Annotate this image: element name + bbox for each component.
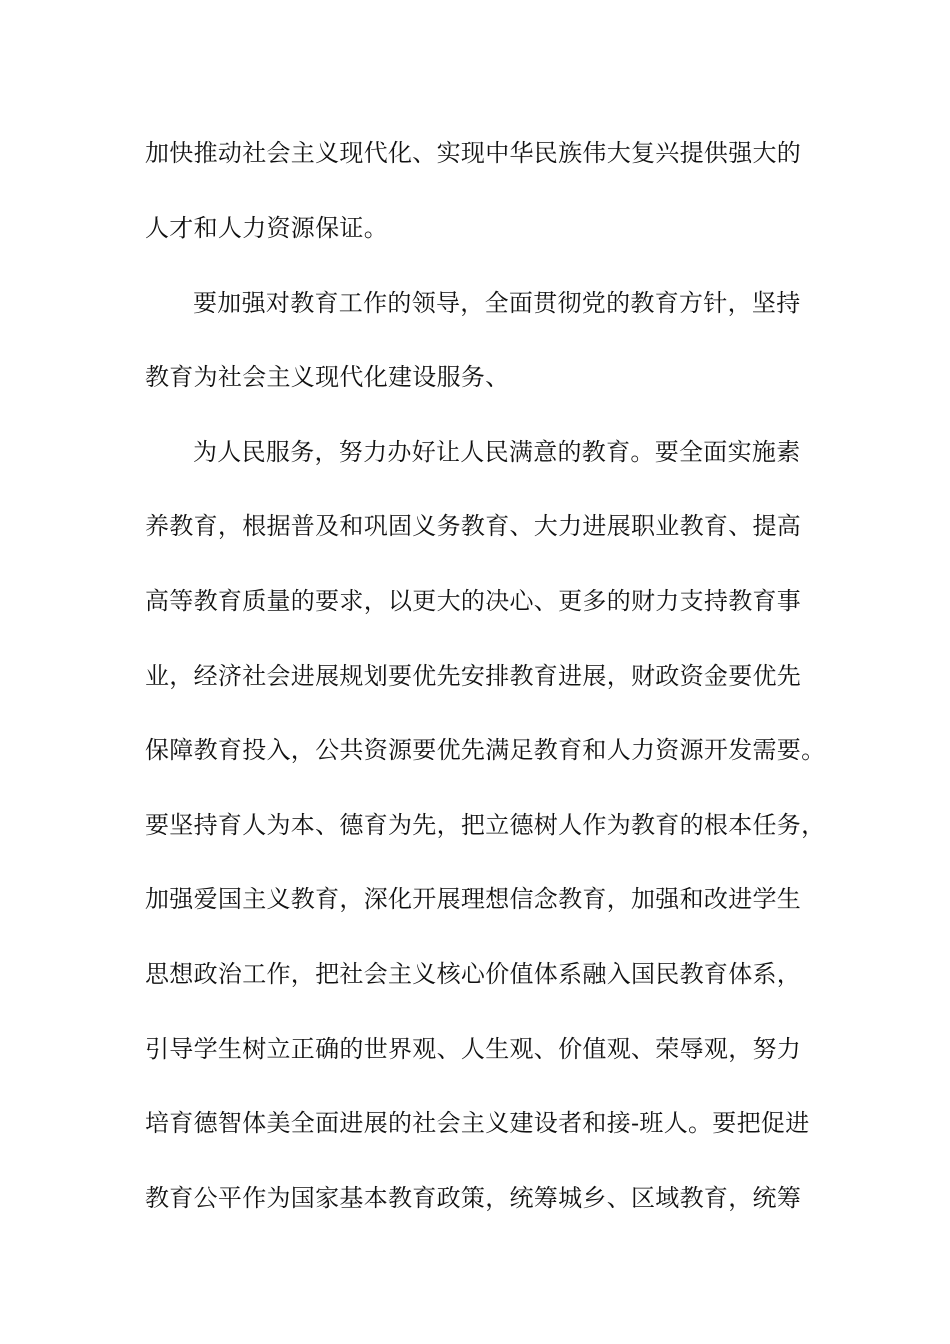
text-line: 引导学生树立正确的世界观、人生观、价值观、荣辱观，努力 (145, 1035, 802, 1063)
text-line: 养教育，根据普及和巩固义务教育、大力进展职业教育、提高 (145, 512, 802, 540)
text-line: 思想政治工作，把社会主义核心价值体系融入国民教育体系， (145, 960, 802, 988)
text-line: 保障教育投入，公共资源要优先满足教育和人力资源开发需要。 (145, 736, 826, 764)
text-line: 加快推动社会主义现代化、实现中华民族伟大复兴提供强大的 (145, 139, 802, 167)
text-line: 教育为社会主义现代化建设服务、 (145, 363, 510, 391)
paragraph-start-line: 要加强对教育工作的领导，全面贯彻党的教育方针，坚持 (193, 289, 801, 317)
text-line: 教育公平作为国家基本教育政策，统筹城乡、区域教育，统筹 (145, 1184, 802, 1212)
text-line: 加强爱国主义教育，深化开展理想信念教育，加强和改进学生 (145, 885, 802, 913)
text-line: 人才和人力资源保证。 (145, 214, 388, 242)
text-line: 业，经济社会进展规划要优先安排教育进展，财政资金要优先 (145, 662, 802, 690)
text-line: 培育德智体美全面进展的社会主义建设者和接-班人。要把促进 (145, 1109, 810, 1137)
paragraph-start-line: 为人民服务，努力办好让人民满意的教育。要全面实施素 (193, 438, 801, 466)
text-line: 高等教育质量的要求，以更大的决心、更多的财力支持教育事 (145, 587, 802, 615)
text-line: 要坚持育人为本、德育为先，把立德树人作为教育的根本任务， (145, 811, 826, 839)
